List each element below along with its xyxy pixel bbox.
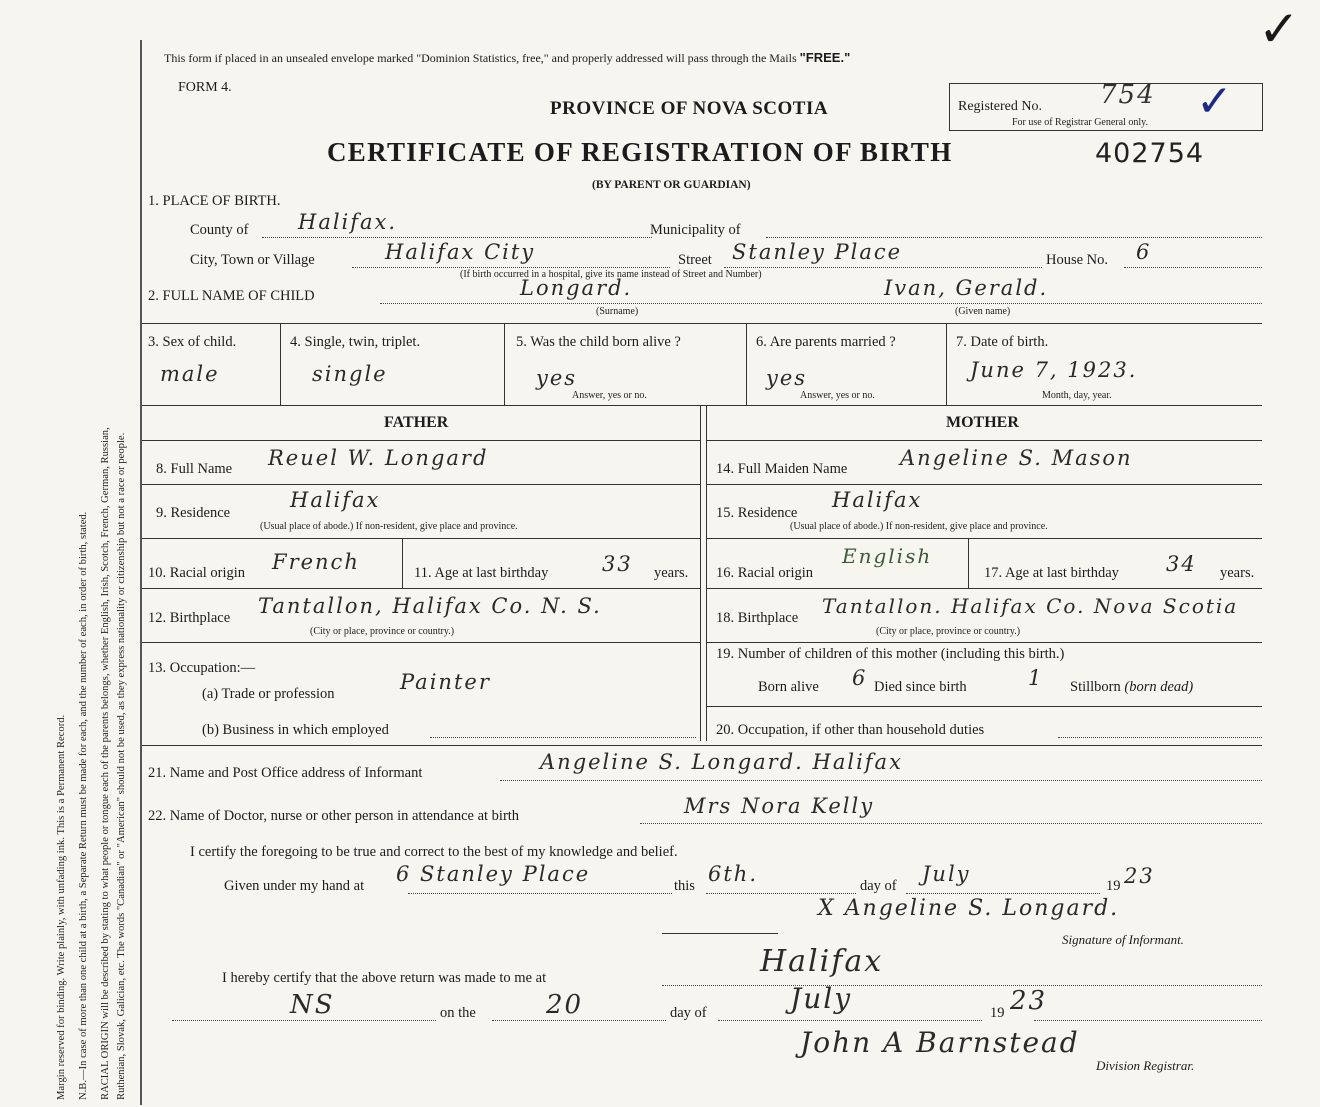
municipality-label: Municipality of	[650, 222, 741, 238]
dob-label: 7. Date of birth.	[956, 334, 1049, 350]
signature-caption: Signature of Informant.	[1062, 932, 1184, 947]
mother-abode-note: (Usual place of abode.) If non-resident, give place and province.	[790, 521, 1048, 532]
informant-value: Angeline S. Longard. Halifax	[540, 750, 903, 774]
born-alive-count-label: Born alive	[758, 679, 819, 695]
father-trade-label: (a) Trade or profession	[202, 686, 335, 702]
city-label: City, Town or Village	[190, 252, 315, 268]
binding-line	[140, 40, 142, 1105]
mother-heading: MOTHER	[946, 414, 1019, 431]
father-racial-origin: French	[272, 550, 360, 574]
father-residence: Halifax	[290, 488, 381, 512]
county-label: County of	[190, 222, 249, 238]
mother-residence-label: 15. Residence	[716, 505, 798, 521]
mother-age-label: 17. Age at last birthday	[984, 565, 1119, 581]
sex-label: 3. Sex of child.	[148, 334, 237, 350]
dob-value: June 7, 1923.	[970, 358, 1138, 382]
registrar-signature: John A Barnstead	[800, 1026, 1080, 1059]
registered-value: 754	[1100, 80, 1156, 110]
father-birthplace-caption: (City or place, province or country.)	[310, 626, 455, 637]
given-day: 6th.	[708, 862, 758, 886]
checkmark-icon: ✓	[1258, 0, 1300, 58]
father-name: Reuel W. Longard	[268, 446, 489, 470]
father-name-label: 8. Full Name	[156, 461, 233, 477]
died-count: 1	[1028, 666, 1044, 690]
province-heading: PROVINCE OF NOVA SCOTIA	[550, 98, 829, 119]
mother-racial-origin: English	[842, 544, 933, 568]
registrar-caption: Division Registrar.	[1096, 1058, 1195, 1073]
registrar-note: For use of Registrar General only.	[1012, 117, 1148, 128]
day-of-label: day of	[860, 878, 897, 894]
given-month: July	[922, 862, 971, 886]
father-business-label: (b) Business in which employed	[202, 722, 389, 738]
reg-day-of-label: day of	[670, 1005, 707, 1021]
given-place: 6 Stanley Place	[396, 862, 591, 886]
mother-years-label: years.	[1220, 565, 1255, 581]
street-value: Stanley Place	[732, 240, 903, 264]
father-birthplace-label: 12. Birthplace	[148, 610, 231, 626]
child-given-name: Ivan, Gerald.	[884, 276, 1049, 300]
father-birthplace: Tantallon, Halifax Co. N. S.	[258, 594, 602, 618]
registration-day: 20	[546, 990, 584, 1020]
born-alive-label: 5. Was the child born alive ?	[516, 334, 681, 350]
city-value: Halifax City	[385, 240, 536, 264]
father-trade: Painter	[400, 670, 491, 694]
answer-note: Answer, yes or no.	[800, 390, 875, 401]
margin-racial-note-2: Ruthenian, Slovak, Galician, etc. The words "Canadian" or "American" should not be used, as they express nationality or citizenship but not a race or people.	[116, 432, 127, 1100]
born-alive-value: yes	[536, 366, 578, 390]
house-label: House No.	[1046, 252, 1109, 268]
this-label: this	[674, 878, 695, 894]
stillborn-label: Stillborn (born dead)	[1070, 679, 1194, 695]
mail-notice: This form if placed in an unsealed envelope marked "Dominion Statistics, free," and properly addressed will pass through the Mails "FREE."	[164, 50, 851, 65]
street-label: Street	[678, 252, 712, 268]
registrar-certify-text: I hereby certify that the above return was made to me at	[222, 970, 547, 986]
checkmark-icon: ✓	[1196, 76, 1233, 127]
registration-year: 23	[1010, 986, 1048, 1016]
sex-value: male	[160, 362, 220, 386]
given-year: 23	[1124, 864, 1155, 888]
mother-residence: Halifax	[832, 488, 923, 512]
given-name-caption: (Given name)	[955, 306, 1011, 317]
certify-text: I certify the foregoing to be true and correct to the best of my knowledge and belief.	[190, 844, 678, 860]
reg-year-prefix: 19	[990, 1005, 1005, 1021]
registrar-place: Halifax	[760, 944, 884, 979]
died-label: Died since birth	[874, 679, 967, 695]
born-alive-count: 6	[852, 666, 868, 690]
doctor-label: 22. Name of Doctor, nurse or other person in attendance at birth	[148, 808, 520, 824]
mother-name-label: 14. Full Maiden Name	[716, 461, 848, 477]
certificate-number: 402754	[1095, 138, 1205, 169]
surname-caption: (Surname)	[596, 306, 639, 317]
hospital-note: (If birth occurred in a hospital, give its name instead of Street and Number)	[460, 269, 762, 280]
father-abode-note: (Usual place of abode.) If non-resident, give place and province.	[260, 521, 518, 532]
doctor-value: Mrs Nora Kelly	[684, 794, 875, 818]
mother-racial-label: 16. Racial origin	[716, 565, 814, 581]
registrar-place-2: NS	[290, 990, 335, 1020]
informant-signature: X Angeline S. Longard.	[818, 896, 1120, 921]
married-label: 6. Are parents married ?	[756, 334, 896, 350]
county-value: Halifax.	[298, 210, 398, 234]
mother-maiden-name: Angeline S. Mason	[900, 446, 1133, 470]
child-name-label: 2. FULL NAME OF CHILD	[148, 288, 315, 304]
father-residence-label: 9. Residence	[156, 505, 231, 521]
year-prefix: 19	[1106, 878, 1121, 894]
informant-label: 21. Name and Post Office address of Informant	[148, 765, 423, 781]
certificate-title: CERTIFICATE OF REGISTRATION OF BIRTH	[327, 137, 953, 167]
father-racial-label: 10. Racial origin	[148, 565, 246, 581]
mother-birthplace-label: 18. Birthplace	[716, 610, 799, 626]
mother-age: 34	[1166, 552, 1197, 576]
children-count-label: 19. Number of children of this mother (including this birth.)	[716, 646, 1065, 662]
mother-occupation-label: 20. Occupation, if other than household duties	[716, 722, 985, 738]
single-label: 4. Single, twin, triplet.	[290, 334, 421, 350]
form-number: FORM 4.	[178, 80, 232, 95]
father-age: 33	[602, 552, 633, 576]
dob-caption: Month, day, year.	[1042, 390, 1112, 401]
on-the-label: on the	[440, 1005, 476, 1021]
father-age-label: 11. Age at last birthday	[414, 565, 549, 581]
house-value: 6	[1136, 240, 1152, 264]
mother-birthplace: Tantallon. Halifax Co. Nova Scotia	[822, 594, 1239, 618]
mother-birthplace-caption: (City or place, province or country.)	[876, 626, 1021, 637]
margin-nb-note: N.B.—In case of more than one child at a birth, a Separate Return must be made for each, and the number of each, in order of birth, stated.	[78, 511, 89, 1100]
child-surname: Longard.	[520, 276, 633, 300]
father-occupation-label: 13. Occupation:—	[148, 660, 256, 676]
registered-label: Registered No.	[958, 99, 1042, 114]
father-years-label: years.	[654, 565, 689, 581]
registration-month: July	[790, 982, 853, 1015]
margin-binding-note: Margin reserved for binding. Write plainly, with unfading ink. This is a Permanent Record.	[56, 714, 67, 1100]
father-heading: FATHER	[384, 414, 449, 431]
answer-note: Answer, yes or no.	[572, 390, 647, 401]
margin-racial-note: RACIAL ORIGIN will be described by stating to what people or tongue each of the parents belongs, whether English, Irish, Scotch, French, German, Russian,	[100, 427, 111, 1100]
given-under-label: Given under my hand at	[224, 878, 365, 894]
single-value: single	[312, 362, 388, 386]
married-value: yes	[766, 366, 808, 390]
subtitle: (BY PARENT OR GUARDIAN)	[592, 179, 751, 191]
place-of-birth-heading: 1. PLACE OF BIRTH.	[148, 193, 281, 209]
